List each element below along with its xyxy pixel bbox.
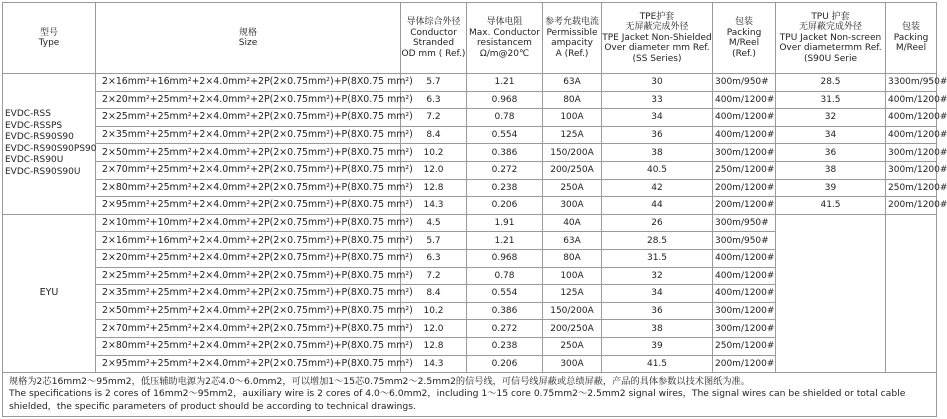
ampacity-cell: 250A (543, 179, 602, 197)
resistance-cell: 1.21 (467, 74, 543, 92)
packing-2-cell: 400m/1200# (886, 126, 937, 144)
note-chinese: 规格为2芯16mm2～95mm2，低压辅助电源为2芯4.0～6.0mm2，可以增加1～15芯0.75mm2～2.5mm2的信号线，可信号线屏蔽或总绩屏蔽，产品的具体参数以技术图纸为准。 (9, 376, 750, 388)
od-cell: 10.2 (401, 302, 467, 320)
tpe-cell: 34 (602, 285, 713, 303)
tpe-cell: 31.5 (602, 249, 713, 267)
resistance-cell: 1.91 (467, 214, 543, 232)
packing-2-cell: 300m/1200# (886, 161, 937, 179)
tpe-cell: 28.5 (602, 232, 713, 250)
ampacity-cell: 63A (543, 74, 602, 92)
resistance-cell: 0.238 (467, 337, 543, 355)
table-row (3, 144, 937, 162)
resistance-cell: 0.238 (467, 179, 543, 197)
tpe-cell: 42 (602, 179, 713, 197)
packing-cell: 250m/1200# (713, 161, 776, 179)
size-cell: 2×95mm²+25mm²+2×4.0mm²+2P(2×0.75mm²)+P(8X0.75 mm²) (96, 355, 401, 373)
resistance-cell: 0.554 (467, 285, 543, 303)
packing-cell: 200m/1200# (713, 355, 776, 373)
table-header (3, 3, 937, 74)
ampacity-cell: 125A (543, 285, 602, 303)
od-cell: 12.0 (401, 320, 467, 338)
packing-2-cell: 250m/1200# (886, 179, 937, 197)
od-cell: 12.0 (401, 161, 467, 179)
od-cell: 12.8 (401, 179, 467, 197)
ampacity-cell: 100A (543, 109, 602, 127)
ampacity-cell: 40A (543, 214, 602, 232)
size-cell: 2×25mm²+25mm²+2×4.0mm²+2P(2×0.75mm²)+P(8X0.75 mm²) (96, 109, 401, 127)
resistance-cell: 0.968 (467, 91, 543, 109)
header-type: 型号 Type (3, 3, 96, 74)
ampacity-cell: 63A (543, 232, 602, 250)
packing-cell: 300m/1200# (713, 144, 776, 162)
packing-cell: 300m/950# (713, 232, 776, 250)
od-cell: 7.2 (401, 109, 467, 127)
resistance-cell: 0.206 (467, 355, 543, 373)
table-row (3, 197, 937, 215)
tpe-cell: 38 (602, 320, 713, 338)
resistance-cell: 0.554 (467, 126, 543, 144)
packing-2-cell: 300m/1200# (886, 144, 937, 162)
od-cell: 10.2 (401, 144, 467, 162)
type-cell-ev: EVDC-RSS EVDC-RSSPS EVDC-RS90S90 EVDC-RS90S90PS90 EVDC-RS90U EVDC-RS90S90U (3, 74, 96, 215)
packing-2-cell: 400m/1200# (886, 91, 937, 109)
packing-2-cell: 3300m/950# (886, 74, 937, 92)
tpe-cell: 36 (602, 302, 713, 320)
tpu-cell: 28.5 (776, 74, 886, 92)
tpu-cell: 32 (776, 109, 886, 127)
packing-cell: 400m/1200# (713, 109, 776, 127)
tpu-cell: 39 (776, 179, 886, 197)
resistance-cell: 0.272 (467, 320, 543, 338)
header-resistance: 导体电阻 Max. Conductor resistancem Ω/m@20℃ (467, 3, 543, 74)
header-packing: 包装 Packing M/Reel (Ref.) (713, 3, 776, 74)
tpe-cell: 36 (602, 126, 713, 144)
tpu-cell: 34 (776, 126, 886, 144)
size-cell: 2×50mm²+25mm²+2×4.0mm²+2P(2×0.75mm²)+P(8X0.75 mm²) (96, 302, 401, 320)
packing-cell: 400m/1200# (713, 126, 776, 144)
size-cell: 2×20mm²+25mm²+2×4.0mm²+2P(2×0.75mm²)+P(8X0.75 mm²) (96, 91, 401, 109)
header-ampacity: 参考允载电流 Permissible ampacity A (Ref.) (543, 3, 602, 74)
header-tpe: TPE护套 无屏蔽完成外径 TPE Jacket Non-Shielded Over diameter mm Ref. (SS Series) (602, 3, 713, 74)
ampacity-cell: 200/250A (543, 161, 602, 179)
od-cell: 5.7 (401, 232, 467, 250)
resistance-cell: 0.78 (467, 267, 543, 285)
packing-cell: 300m/950# (713, 74, 776, 92)
resistance-cell: 0.78 (467, 109, 543, 127)
ampacity-cell: 150/200A (543, 302, 602, 320)
tpe-cell: 26 (602, 214, 713, 232)
size-cell: 2×80mm²+25mm²+2×4.0mm²+2P(2×0.75mm²)+P(8X0.75 mm²) (96, 179, 401, 197)
size-cell: 2×10mm²+10mm²+2×4.0mm²+2P(2×0.75mm²)+P(8X0.75 mm²) (96, 214, 401, 232)
resistance-cell: 0.272 (467, 161, 543, 179)
od-cell: 5.7 (401, 74, 467, 92)
ampacity-cell: 300A (543, 197, 602, 215)
tpe-cell: 34 (602, 109, 713, 127)
od-cell: 12.8 (401, 337, 467, 355)
header-od: 导体综合外径 Conductor Stranded OD mm ( Ref.) (401, 3, 467, 74)
header-packing-2: 包装 Packing M/Reel (886, 3, 937, 74)
tpe-cell: 33 (602, 91, 713, 109)
packing-cell: 300m/950# (713, 214, 776, 232)
packing-cell: 300m/1200# (713, 320, 776, 338)
od-cell: 7.2 (401, 267, 467, 285)
tpe-cell: 39 (602, 337, 713, 355)
tpu-empty-cell (776, 214, 886, 372)
resistance-cell: 0.386 (467, 144, 543, 162)
type-cell-eyu: EYU (3, 214, 96, 372)
ampacity-cell: 250A (543, 337, 602, 355)
table-row (3, 179, 937, 197)
tpe-cell: 40.5 (602, 161, 713, 179)
ampacity-cell: 150/200A (543, 144, 602, 162)
ampacity-cell: 125A (543, 126, 602, 144)
size-cell: 2×70mm²+25mm²+2×4.0mm²+2P(2×0.75mm²)+P(8X0.75 mm²) (96, 161, 401, 179)
packing-2-cell: 400m/1200# (886, 109, 937, 127)
spec-note (3, 373, 937, 417)
header-size: 规格 Size (96, 3, 401, 74)
size-cell: 2×70mm²+25mm²+2×4.0mm²+2P(2×0.75mm²)+P(8X0.75 mm²) (96, 320, 401, 338)
od-cell: 14.3 (401, 197, 467, 215)
size-cell: 2×25mm²+25mm²+2×4.0mm²+2P(2×0.75mm²)+P(8X0.75 mm²) (96, 267, 401, 285)
ampacity-cell: 80A (543, 91, 602, 109)
packing-cell: 400m/1200# (713, 267, 776, 285)
tpe-cell: 32 (602, 267, 713, 285)
od-cell: 14.3 (401, 355, 467, 373)
size-cell: 2×80mm²+25mm²+2×4.0mm²+2P(2×0.75mm²)+P(8X0.75 mm²) (96, 337, 401, 355)
table-body (3, 74, 947, 373)
size-cell: 2×35mm²+25mm²+2×4.0mm²+2P(2×0.75mm²)+P(8X0.75 mm²) (96, 126, 401, 144)
tpe-cell: 44 (602, 197, 713, 215)
size-cell: 2×35mm²+25mm²+2×4.0mm²+2P(2×0.75mm²)+P(8X0.75 mm²) (96, 285, 401, 303)
ampacity-cell: 300A (543, 355, 602, 373)
ampacity-cell: 200/250A (543, 320, 602, 338)
size-cell: 2×20mm²+25mm²+2×4.0mm²+2P(2×0.75mm²)+P(8X0.75 mm²) (96, 249, 401, 267)
tpe-cell: 38 (602, 144, 713, 162)
od-cell: 6.3 (401, 249, 467, 267)
tpe-cell: 30 (602, 74, 713, 92)
resistance-cell: 0.206 (467, 197, 543, 215)
size-cell: 2×95mm²+25mm²+2×4.0mm²+2P(2×0.75mm²)+P(8X0.75 mm²) (96, 197, 401, 215)
size-cell: 2×50mm²+25mm²+2×4.0mm²+2P(2×0.75mm²)+P(8X0.75 mm²) (96, 144, 401, 162)
table-row (3, 214, 937, 232)
ampacity-cell: 100A (543, 267, 602, 285)
od-cell: 8.4 (401, 285, 467, 303)
tpu-cell: 38 (776, 161, 886, 179)
packing-cell: 200m/1200# (713, 179, 776, 197)
resistance-cell: 0.386 (467, 302, 543, 320)
tpu-cell: 41.5 (776, 197, 886, 215)
size-cell: 2×16mm²+16mm²+2×4.0mm²+2P(2×0.75mm²)+P(8X0.75 mm²) (96, 74, 401, 92)
table-row (3, 126, 937, 144)
packing-cell: 400m/1200# (713, 249, 776, 267)
table-row (3, 91, 937, 109)
packing-2-empty-cell (886, 214, 937, 372)
packing-cell: 400m/1200# (713, 285, 776, 303)
ampacity-cell: 80A (543, 249, 602, 267)
packing-cell: 300m/1200# (713, 302, 776, 320)
tpe-cell: 41.5 (602, 355, 713, 373)
tpu-cell: 31.5 (776, 91, 886, 109)
packing-cell: 250m/1200# (713, 337, 776, 355)
table-row (3, 161, 937, 179)
table-row (3, 74, 937, 92)
resistance-cell: 1.21 (467, 232, 543, 250)
size-cell: 2×16mm²+16mm²+2×4.0mm²+2P(2×0.75mm²)+P(8X0.75 mm²) (96, 232, 401, 250)
od-cell: 6.3 (401, 91, 467, 109)
od-cell: 8.4 (401, 126, 467, 144)
packing-cell: 400m/1200# (713, 91, 776, 109)
note-english: The specifications is 2 cores of 16mm2～95mm2，auxiliary wire is 2 cores of 4.0～6.0mm2，including 1～15 core 0.75mm2～2.5mm2 signal wires，The signal wires can be shielded or total cable shielded，the specific parameters of product should be according to technical drawings. (9, 388, 906, 412)
packing-cell: 200m/1200# (713, 197, 776, 215)
od-cell: 4.5 (401, 214, 467, 232)
packing-2-cell: 200m/1200# (886, 197, 937, 215)
tpu-cell: 36 (776, 144, 886, 162)
spec-table (2, 2, 947, 417)
resistance-cell: 0.968 (467, 249, 543, 267)
table-row (3, 109, 937, 127)
header-tpu: TPU 护套 无屏蔽完成外径 TPU Jacket Non-screen Over diametermm Ref. (S90U Serie (776, 3, 886, 74)
